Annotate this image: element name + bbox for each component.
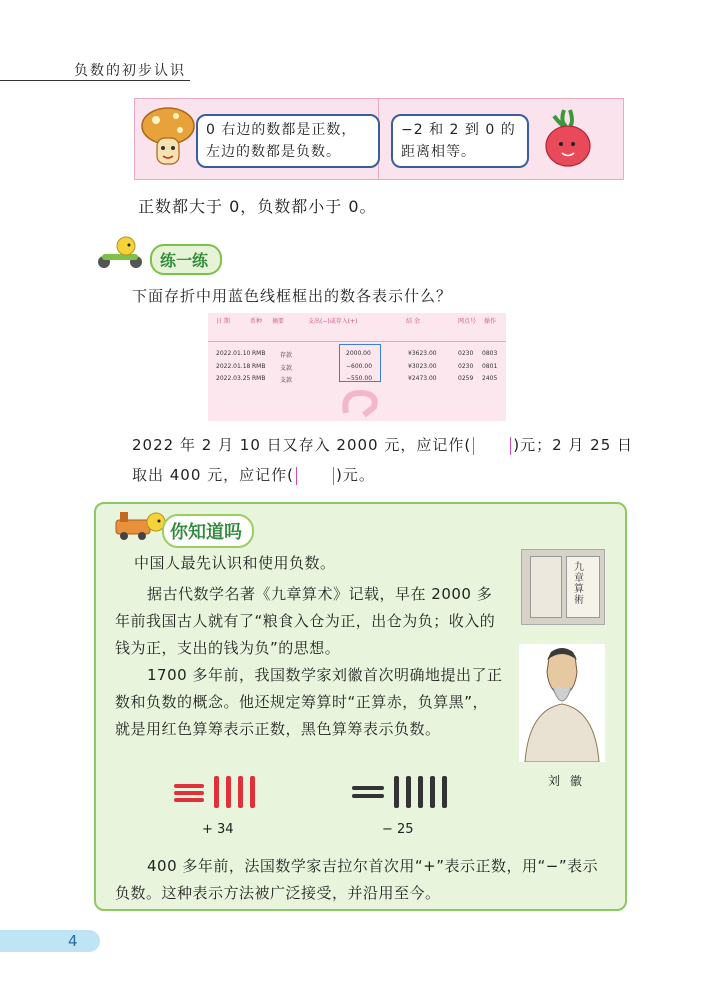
bubble-line: −2 和 2 到 0 的 <box>401 122 516 138</box>
nine-chapters-book-image <box>521 549 605 625</box>
answer-blank[interactable] <box>473 437 511 455</box>
passbook-cell: 0259 <box>458 375 474 382</box>
passbook-cell: RMB <box>252 350 266 357</box>
black-rods-negative-25 <box>348 774 458 810</box>
speech-bubble-right <box>391 114 529 168</box>
passbook-cell: 2022.01.18 <box>216 363 251 370</box>
passbook-watermark-icon <box>338 387 382 419</box>
passbook-cell: 0803 <box>482 350 498 357</box>
rod-label-negative: − 25 <box>382 822 414 837</box>
liu-hui-portrait <box>519 644 605 762</box>
exercise-text: 2022 年 2 月 10 日又存入 2000 元，应记作( <box>132 436 472 454</box>
practice-question: 下面存折中用蓝色线框框出的数各表示什么？ <box>132 287 453 305</box>
passbook-cell: RMB <box>252 375 266 382</box>
paragraph: 据古代数学名著《九章算术》记载，早在 2000 多年前我国古人就有了“粮食入仓为正，出仓为负；收入的钱为正，支出的钱为负”的思想。 <box>115 585 496 657</box>
passbook-cell: 0801 <box>482 363 498 370</box>
practice-heading: 练一练 <box>150 244 222 275</box>
passbook-header: 结 余 <box>406 318 420 325</box>
passbook-header: 网点号 <box>458 318 477 325</box>
passbook-cell: 存款 <box>280 352 293 359</box>
rod-label-positive: + 34 <box>202 822 234 837</box>
passbook-header: 支出(−)或存入(+) <box>308 318 358 325</box>
train-character-icon <box>112 508 168 542</box>
passbook-cell: ¥3623.00 <box>408 350 437 357</box>
passbook-cell: −600.00 <box>346 363 373 370</box>
paragraph: 1700 多年前，我国数学家刘徽首次明确地提出了正数和负数的概念。他还规定筹算时“正算赤，负算黑”，就是用红色算筹表示正数，黑色算筹表示负数。 <box>115 666 503 738</box>
passbook-cell: 2000.00 <box>346 350 371 357</box>
passbook-cell: ¥2473.00 <box>408 375 437 382</box>
fill-in-exercise <box>132 430 642 490</box>
bubble-line: 0 右边的数都是正数， <box>206 122 357 138</box>
red-rods-positive-34 <box>170 774 270 810</box>
bubble-line: 左边的数都是负数。 <box>206 144 341 160</box>
portrait-caption: 刘 徽 <box>548 774 585 788</box>
chapter-title: 负数的初步认识 <box>74 63 186 79</box>
passbook-cell: 支款 <box>280 377 293 384</box>
passbook-header: 币种 <box>250 318 263 325</box>
exercise-text: )元；2 月 25 日 <box>513 436 634 454</box>
book-cover-title: 九章算術 <box>574 562 584 606</box>
page-number: 4 <box>68 932 78 950</box>
did-you-know-heading: 你知道吗 <box>162 514 254 548</box>
passbook-cell: 0230 <box>458 363 474 370</box>
bubble-line: 距离相等。 <box>401 144 476 160</box>
passbook-cell: RMB <box>252 363 266 370</box>
mushroom-character-icon <box>140 104 196 172</box>
passbook-cell: ¥3023.00 <box>408 363 437 370</box>
exercise-text: 取出 400 元，应记作( <box>132 466 295 484</box>
passbook-cell: 2022.01.10 <box>216 350 251 357</box>
header-rule <box>0 80 190 81</box>
answer-blank[interactable] <box>296 467 334 485</box>
passbook-cell: −550.00 <box>346 375 373 382</box>
passbook-cell: 2405 <box>482 375 498 382</box>
passbook-header: 摘要 <box>272 318 285 325</box>
page-number-tab <box>0 930 100 952</box>
blue-frame-highlight <box>339 344 381 382</box>
radish-character-icon <box>540 108 596 170</box>
passbook-cell: 支款 <box>280 365 293 372</box>
passbook-header: 日 期 <box>216 318 230 325</box>
rule-statement: 正数都大于 0，负数都小于 0。 <box>138 197 377 216</box>
exercise-text: )元。 <box>336 466 375 484</box>
passbook-cell: 2022.03.25 <box>216 375 251 382</box>
passbook-cell: 0230 <box>458 350 474 357</box>
paragraph: 中国人最先认识和使用负数。 <box>134 554 336 572</box>
speech-bubble-left <box>196 114 380 168</box>
paragraph: 400 多年前，法国数学家吉拉尔首次用“+”表示正数，用“−”表示负数。这种表示方法被广泛接受，并沿用至今。 <box>115 857 599 902</box>
passbook-header: 操作 <box>484 318 497 325</box>
scooter-character-icon <box>92 236 150 270</box>
